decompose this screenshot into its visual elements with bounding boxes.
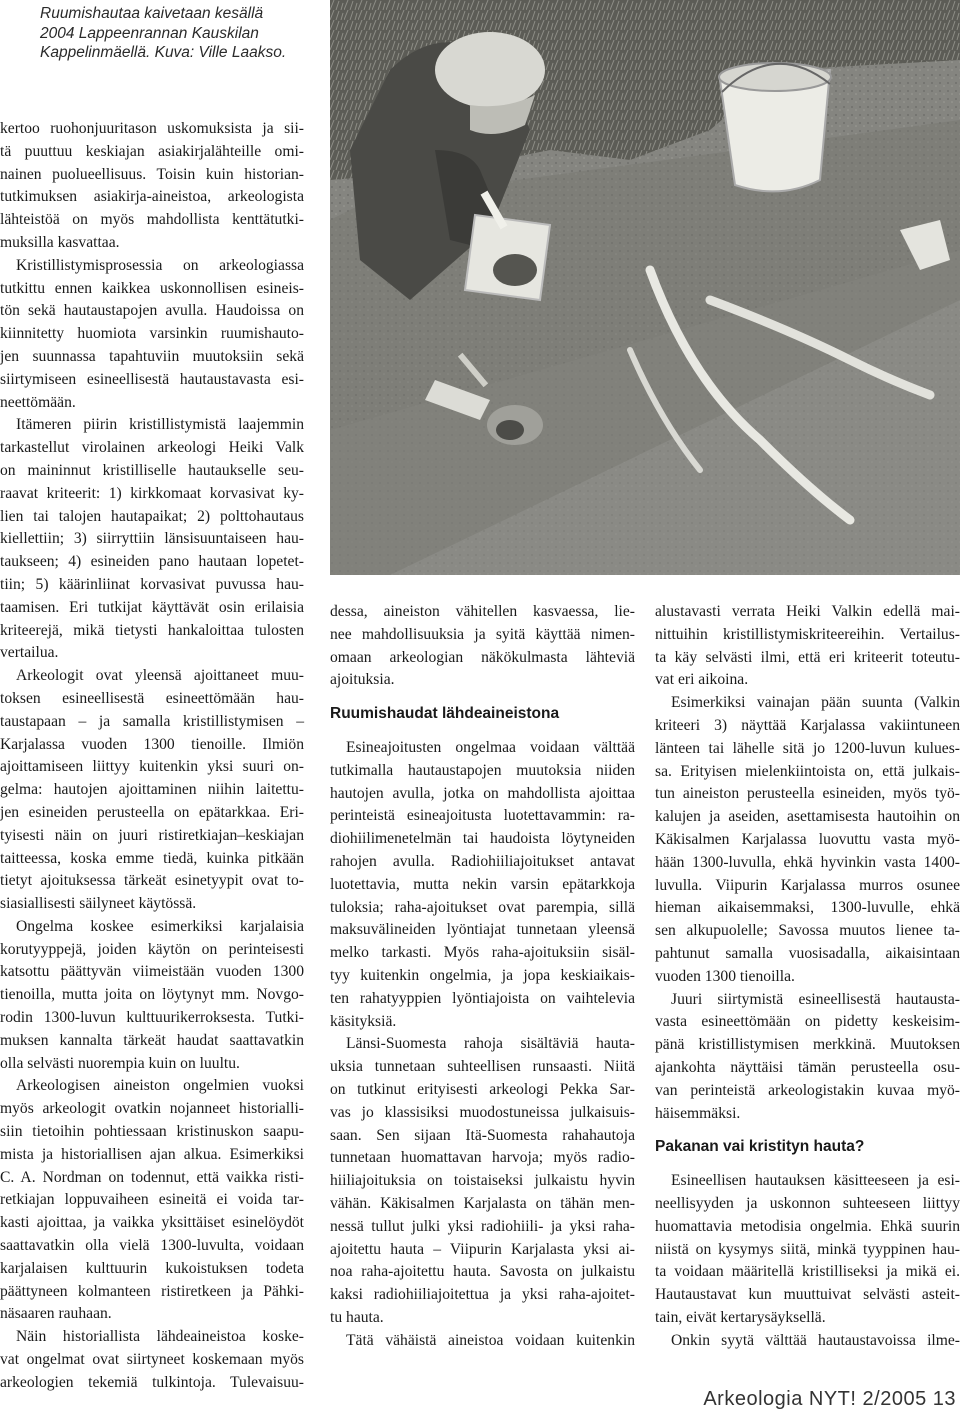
text-line: sa. Erityisen mielenkiintoista on, että julkais- [655, 762, 960, 780]
text-line [330, 692, 635, 703]
text-line: ta voidaan määritellä kristilliseksi ja mikä ei. [655, 1263, 960, 1281]
text-line: Itämeren piirin kristillistymistä laajemmin [16, 416, 304, 434]
text-line: Esineellisen hautauksen käsitteeseen ja esi- [671, 1172, 960, 1190]
text-line: katsottu päättyvän viimeistään vuoden 1300 [0, 963, 304, 981]
text-column-3 [655, 601, 960, 1353]
text-line: jen esineiden perusteella on epätarkkaa. Eri- [0, 803, 304, 821]
text-line: hään 1300-luvulla, ehkä hyvinkin vasta 1400- [655, 853, 960, 871]
text-line: Kristillistymisprosessia on arkeologiassa [16, 256, 304, 274]
text-line: gelma: hautojen ajoittaminen niihin laitettu- [0, 781, 304, 799]
text-line: nee mahdollisuuksia ja syitä käyttää nimen- [330, 625, 635, 643]
text-line: tu hauta. [330, 1308, 384, 1326]
caption-line: Ruumishautaa kaivetaan kesällä [40, 5, 264, 22]
text-line: ajoituksia. [330, 671, 395, 689]
text-line: korutyyppejä, joiden käytön on perinteisesti [0, 940, 304, 958]
text-line: tarkastellut virolainen arkeologi Heiki Valk [0, 439, 304, 457]
text-line: tun aineiston perusteella esineiden, myös työ- [655, 785, 960, 803]
text-line: maksuvälineiden lyöntiajat tunnetaan yleensä [330, 921, 635, 939]
text-line [655, 1159, 960, 1170]
text-line: kriteeri 3) näyttää Karjalassa vakiintuneen [655, 716, 960, 734]
text-line: tutkimuksen asiakirja-aineistoa, arkeologista [0, 188, 304, 206]
text-line: saattavatkin olla vielä 1300-luvulta, voidaan [0, 1237, 304, 1255]
text-line: nittuihin kristillistymiskriteereihin. Vertailus- [655, 625, 960, 643]
text-line: Esimerkiksi vainajan pään suunta (Valkin [671, 694, 960, 712]
text-line: käsityksiä. [330, 1012, 397, 1030]
text-line: hautojen avulla, jotka on mahdollista ajoittaa [330, 784, 635, 802]
text-line: ten rahatyyppien lyöntiajoista on vaihtelevia [330, 989, 635, 1007]
text-line [330, 726, 635, 737]
text-line: Näin historiallista lähdeaineistoa koske- [16, 1328, 304, 1346]
text-line: tön sekä hautaustapojen avulla. Haudoissa on [0, 302, 304, 320]
text-line: vertailua. [0, 644, 59, 662]
text-line: muksen kannalta tärkeät haudat saattavatkin [0, 1031, 304, 1049]
text-line: tuloksia; raha-ajoitukset ovat parempia, sillä [330, 898, 635, 916]
text-column-1 [0, 118, 304, 1395]
text-line: kiinnitetty huomiota varsinkin ruumishauto- [0, 325, 304, 343]
text-line: tutkimalla hautaustapojen muutoksia niiden [330, 761, 635, 779]
text-line: taitteessa, koska emme tiedä, kuinka pitkään [0, 849, 304, 867]
excavation-photo [330, 0, 960, 575]
text-line: omaan arkeologian näkökulmasta lähteviä [330, 648, 635, 666]
text-line: olla selvästi nuorempia kuin on luultu. [0, 1054, 240, 1072]
text-line: sen alkupuolelle; Savossa muutos lienee ta- [655, 922, 960, 940]
text-line: ta käy selvästi ilmi, että eri kriteerit toteutu- [655, 648, 960, 666]
text-line: tyy kuitenkin ongelmia, ja jopa keskiaikais- [330, 966, 635, 984]
text-line: raavat kriteerit: 1) kirkkomaat korvasivat ky- [0, 484, 304, 502]
text-line: taamisen. Eri tutkijat käyttävät osin erilaisia [0, 598, 304, 616]
page-footer: Arkeologia NYT! 2/2005 13 [703, 1388, 956, 1410]
text-line [655, 1125, 960, 1136]
text-line: luvulla. Viipurin Karjalassa murros osunee [655, 876, 960, 894]
text-line: mista ja historiallisen ajan alkua. Esimerkiksi [0, 1145, 304, 1163]
text-line: nainen puolueellisuus. Toisin kuin historian- [0, 165, 304, 183]
text-line: pahtunut samalla vuosisadalla, aikaisintaan [655, 944, 960, 962]
excavation-photo-icon [330, 0, 960, 575]
section-heading: Ruumishaudat lähdeaineistona [330, 705, 560, 723]
text-line: kasti ajoittaa, ja vaikka yksittäiset esinelöydöt [0, 1214, 304, 1232]
text-line: Hautaustavat kun muuttuivat selvästi asteit- [655, 1286, 960, 1304]
text-line: näsaaren rauhaan. [0, 1305, 112, 1323]
text-line: Karjalassa vuoden 1300 tienoille. Ilmiön [0, 735, 304, 753]
text-line: Onkin syytä välttää hautaustavoissa ilme- [671, 1331, 960, 1349]
text-line: ajankohta näyttäisi tämän perusteella osu- [655, 1058, 960, 1076]
text-line: perinteistä esineajoitusta luotettavammin: ra- [330, 807, 635, 825]
text-line: Länsi-Suomesta rahoja sisältäviä hauta- [346, 1035, 635, 1053]
text-line: neettömään. [0, 393, 76, 411]
text-line: Arkeologit ovat yleensä ajoittaneet muu- [16, 667, 304, 685]
text-line: myös arkeologit ovatkin nojanneet historialli- [0, 1100, 304, 1118]
text-line: saan. Sen sijaan Itä-Suomesta rahahautoja [330, 1126, 635, 1144]
text-line: toksen esineellisestä esineettömään hau- [0, 689, 304, 707]
text-line: pänä kristillistymisen merkkinä. Muutoksen [655, 1036, 960, 1054]
caption-line: 2004 Lappeenrannan Kauskilan [40, 24, 259, 42]
text-line: ajoitettu hauta – Viipurin Karjalasta yksi ai- [330, 1240, 635, 1258]
text-line: tutkittu ennen kaikkea uskonnollisen esineis- [0, 279, 304, 297]
section-heading: Pakanan vai kristityn hauta? [655, 1138, 865, 1156]
text-line: lien tai talojen hautapaikat; 2) polttohautaus [0, 507, 304, 525]
text-line: tain, eivät kertarysäyksellä. [655, 1308, 826, 1326]
text-line: tiin; 5) käärinliinat korvasivat puvussa hau- [0, 575, 304, 593]
text-line: kiellettiin; 3) siirryttiin länsisuuntaiseen hau- [0, 530, 304, 548]
text-line: luotettavia, mutta nekin varsin epätarkkoja [330, 875, 635, 893]
text-line: kaksi radiohiiliajoitettua ja yksi raha-ajoitet- [330, 1286, 635, 1304]
text-line: länteen tai lähelle sitä jo 1200-luvun kulues- [655, 739, 960, 757]
text-line: vas jo klassisiksi muodostuneissa julkaisuis- [330, 1103, 635, 1121]
photo-caption [40, 4, 325, 63]
text-line: lähteistöä on myös mahdollista kenttätutki- [0, 211, 304, 229]
text-line: Juuri siirtymistä esineellisestä hautausta- [671, 990, 960, 1008]
text-line: neellisyyden ja uskonnon suhteeseen liittyy [655, 1194, 960, 1212]
text-line: vasta esineettömään on pidetty keskeisim- [655, 1013, 960, 1031]
text-line: kertoo ruohonjuuritason uskomuksista ja sii- [0, 120, 304, 137]
text-column-2 [330, 601, 635, 1353]
text-line: uksia tunnetaan suhteellisen runsaasti. Niitä [330, 1058, 635, 1076]
text-line: tyisesti näin on juuri ristiretkiajan–keskiajan [0, 826, 304, 844]
text-line: on tutkinut erityisesti arkeologi Pekka Sar- [330, 1080, 635, 1098]
text-line: melko tarkasti. Myös raha-ajoituksiin sisäl- [330, 944, 635, 962]
text-line: retkiajan loppuvaiheen esineitä ei voida tar- [0, 1191, 304, 1209]
text-line: taustapaan – ja samalla kristillistymisen – [0, 712, 304, 730]
text-line: noa raha-ajoitettu hauta. Savosta on julkaistu [330, 1263, 635, 1281]
text-line: tä puuttuu keskiajan asiakirjalähteille omi- [0, 142, 304, 160]
text-line: karjalaisen kulttuurin kukoistuksen todeta [0, 1259, 304, 1277]
text-line: päättyneen kolmanteen ristiretkeen ja Pähki- [0, 1282, 304, 1300]
text-line: siasiallisesti säilyneet käytössä. [0, 895, 197, 913]
text-line: vuoden 1300 tienoilla. [655, 967, 795, 985]
caption-line: Kappelinmäellä. Kuva: Ville Laakso. [40, 44, 287, 61]
text-line: tunnetaan huomattavan harvoja; myös radio- [330, 1149, 635, 1167]
text-line: vat ongelmat ovat siirtyneet koskemaan myös [0, 1351, 304, 1369]
text-line: huomattavia metodisia ongelmia. Ehkä suurin [655, 1217, 960, 1235]
text-line: on maininnut kristilliselle hautaukselle seu- [0, 461, 304, 479]
text-line: häisemmäksi. [655, 1104, 741, 1122]
text-line: Käkisalmen Karjalassa luovuttu vasta myö- [655, 830, 960, 848]
text-line: Tätä vähäistä aineistoa voidaan kuitenkin [346, 1331, 635, 1349]
text-line: taukseen; 4) esineiden pano hautaan lopetet- [0, 553, 304, 571]
text-line: Esineajoitusten ongelmaa voidaan välttää [346, 738, 635, 756]
text-line: siin tietoihin pohtiessaan kristinuskon saapu- [0, 1123, 304, 1141]
text-line: hiiliajoituksia on toistaiseksi julkaistu hyvin [330, 1172, 635, 1190]
text-line: hieman aikaisemmaksi, 1300-luvulle, ehkä [655, 899, 960, 917]
text-line: ajoittamiseen liittyy kuitenkin yksi suuri on- [0, 758, 304, 776]
text-line: C. A. Nordman on todennut, että vaikka risti- [0, 1168, 304, 1186]
text-line: vat eri aikoina. [655, 671, 749, 689]
text-line: siirtymiseen esineellisestä hautaustavasta esi- [0, 370, 304, 388]
text-line: dessa, aineiston vähitellen kasvaessa, lie- [330, 603, 635, 620]
text-line: jen suunnassa tapahtuviin muutoksiin sekä [0, 347, 304, 365]
text-line: rodin 1300-luvun kulttuurikerroksesta. Tutki- [0, 1009, 304, 1027]
text-line: kalujen ja aseiden, asettamisesta hautoihin on [655, 808, 960, 826]
text-line: van perinteistä arkeologistakin kuvaa myö- [655, 1081, 960, 1099]
text-line: kriteerejä, mikä tietysti hankaloittaa tulosten [0, 621, 304, 639]
text-line: alustavasti verrata Heiki Valkin edellä mai- [655, 603, 960, 620]
text-line: Arkeologisen aineiston ongelmien vuoksi [16, 1077, 304, 1095]
text-line: arkeologien tekemiä tulkintoja. Tulevaisuu- [0, 1373, 304, 1391]
text-line: tietyt ajoituksessa tärkeät esinetyypit ovat to- [0, 872, 304, 890]
text-line: Ongelma koskee esimerkiksi karjalaisia [16, 917, 304, 935]
text-line: nessä tullut julki yksi radiohiili- ja yksi raha- [330, 1217, 635, 1235]
text-line: niistä on kysymys siitä, minkä tyyppinen hau- [655, 1240, 960, 1258]
text-line: vähän. Käkisalmen Karjalasta on tähän men- [330, 1194, 635, 1212]
text-line: rahojen avulla. Radiohiiliajoitukset antavat [330, 852, 635, 870]
text-line: diohiilimenetelmän tai haudoista löytyneiden [330, 830, 635, 848]
text-line: tienoilla, mutta joita on löytynyt mm. Novgo- [0, 986, 304, 1004]
text-line: muksilla kasvattaa. [0, 233, 120, 251]
